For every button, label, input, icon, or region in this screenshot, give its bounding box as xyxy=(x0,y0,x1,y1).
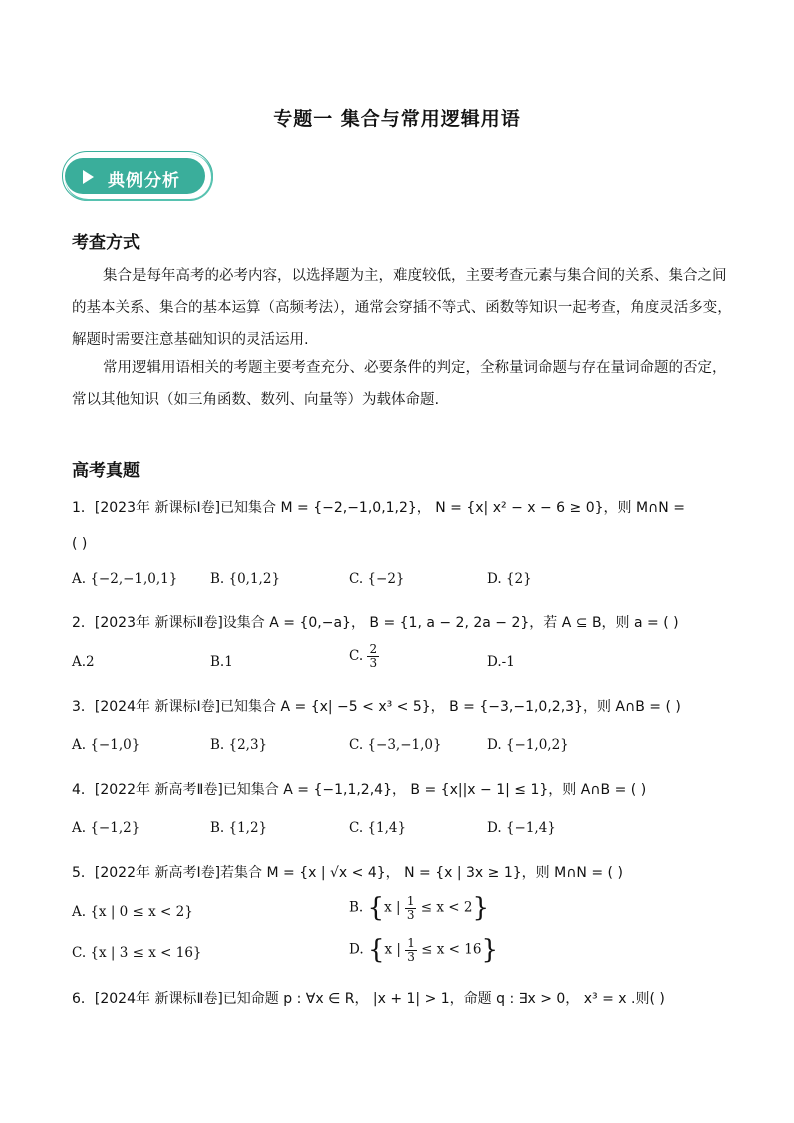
question-5: 5．[2022年 新高考Ⅰ卷]若集合 M = {x | √x < 4}， N = {x | 3x ≥ 1}，则 M∩N = ( ) xyxy=(72,865,623,881)
fraction-denominator: 3 xyxy=(369,656,378,670)
section-heading-exam-style: 考查方式 xyxy=(72,233,140,253)
section-heading-real-questions: 高考真题 xyxy=(72,461,140,481)
q3-option-a: A. {−1,0} xyxy=(72,737,141,753)
q4-option-d: D. {−1,4} xyxy=(487,820,556,836)
question-6: 6．[2024年 新课标Ⅱ卷]已知命题 p : ∀x ∈ R， |x + 1| > 1，命题 q : ∃x > 0， x³ = x .则( ) xyxy=(72,991,665,1007)
question-1: 1．[2023年 新课标Ⅰ卷]已知集合 M = {−2,−1,0,1,2}， N = {x| x² − x − 6 ≥ 0}，则 M∩N = xyxy=(72,500,685,516)
fraction-denominator: 3 xyxy=(407,949,415,964)
question-3: 3．[2024年 新课标Ⅰ卷]已知集合 A = {x| −5 < x³ < 5}， B = {−3,−1,0,2,3}，则 A∩B = ( ) xyxy=(72,699,681,715)
fraction-numerator: 1 xyxy=(407,935,415,950)
page-title: 专题一 集合与常用逻辑用语 xyxy=(273,108,521,130)
q1-option-d: D. {2} xyxy=(487,571,532,587)
q2-option-c-label: C. xyxy=(349,648,364,664)
q4-option-c: C. {1,4} xyxy=(349,820,407,836)
q5-option-d-range: ≤ x < 16 xyxy=(421,941,482,958)
play-icon xyxy=(83,170,94,184)
fraction-two-thirds xyxy=(367,643,379,670)
right-brace-icon: } xyxy=(481,935,499,965)
q3-option-c: C. {−3,−1,0} xyxy=(349,737,442,753)
q5-option-b-label: B. xyxy=(349,899,364,916)
section-banner xyxy=(62,151,217,203)
q5-option-b xyxy=(349,893,489,923)
q2-option-a: A.2 xyxy=(72,654,95,670)
q2-option-b: B.1 xyxy=(210,654,233,670)
q5-option-b-range: ≤ x < 2 xyxy=(420,899,473,916)
q1-option-c: C. {−2} xyxy=(349,571,405,587)
question-4: 4．[2022年 新高考Ⅱ卷]已知集合 A = {−1,1,2,4}， B = {x||x − 1| ≤ 1}，则 A∩B = ( ) xyxy=(72,782,647,798)
question-1-paren: ( ) xyxy=(72,536,88,552)
fraction-numerator: 1 xyxy=(406,893,415,908)
fraction-one-third xyxy=(405,937,417,964)
paragraph-logic: 常用逻辑用语相关的考题主要考查充分、必要条件的判定，全称量词命题与存在量词命题的否定，常以其他知识（如三角函数、数列、向量等）为载体命题. xyxy=(72,360,727,408)
q3-option-b: B. {2,3} xyxy=(210,737,268,753)
q2-option-d: D.-1 xyxy=(487,654,515,670)
left-brace-icon: { xyxy=(367,893,385,923)
right-brace-icon: } xyxy=(472,893,489,923)
q3-option-d: D. {−1,0,2} xyxy=(487,737,569,753)
q5-option-c: C. {x | 3 ≤ x < 16} xyxy=(72,945,202,961)
paragraph-sets: 集合是每年高考的必考内容，以选择题为主，难度较低，主要考查元素与集合间的关系、集合之间的基本关系、集合的基本运算（高频考法），通常会穿插不等式、函数等知识一起考查，角度灵活多变，解题时需要注意基础知识的灵活运用. xyxy=(72,268,732,348)
q4-option-b: B. {1,2} xyxy=(210,820,268,836)
fraction-numerator: 2 xyxy=(369,642,378,656)
q5-option-b-var: x | xyxy=(384,899,401,916)
question-2: 2．[2023年 新课标Ⅱ卷]设集合 A = {0,−a}， B = {1, a − 2, 2a − 2}，若 A ⊆ B，则 a = ( ) xyxy=(72,615,679,631)
q1-option-a: A. {−2,−1,0,1} xyxy=(72,571,178,587)
fraction-one-third xyxy=(405,895,417,922)
left-brace-icon: { xyxy=(367,935,385,965)
fraction-denominator: 3 xyxy=(406,907,415,922)
q2-option-c xyxy=(349,643,379,670)
q5-option-a: A. {x | 0 ≤ x < 2} xyxy=(72,904,193,920)
q5-option-d-label: D. xyxy=(349,941,364,958)
q5-option-d xyxy=(349,935,498,965)
q5-option-d-var: x | xyxy=(384,941,401,958)
q1-option-b: B. {0,1,2} xyxy=(210,571,281,587)
q4-option-a: A. {−1,2} xyxy=(72,820,141,836)
banner-label: 典例分析 xyxy=(108,171,180,191)
